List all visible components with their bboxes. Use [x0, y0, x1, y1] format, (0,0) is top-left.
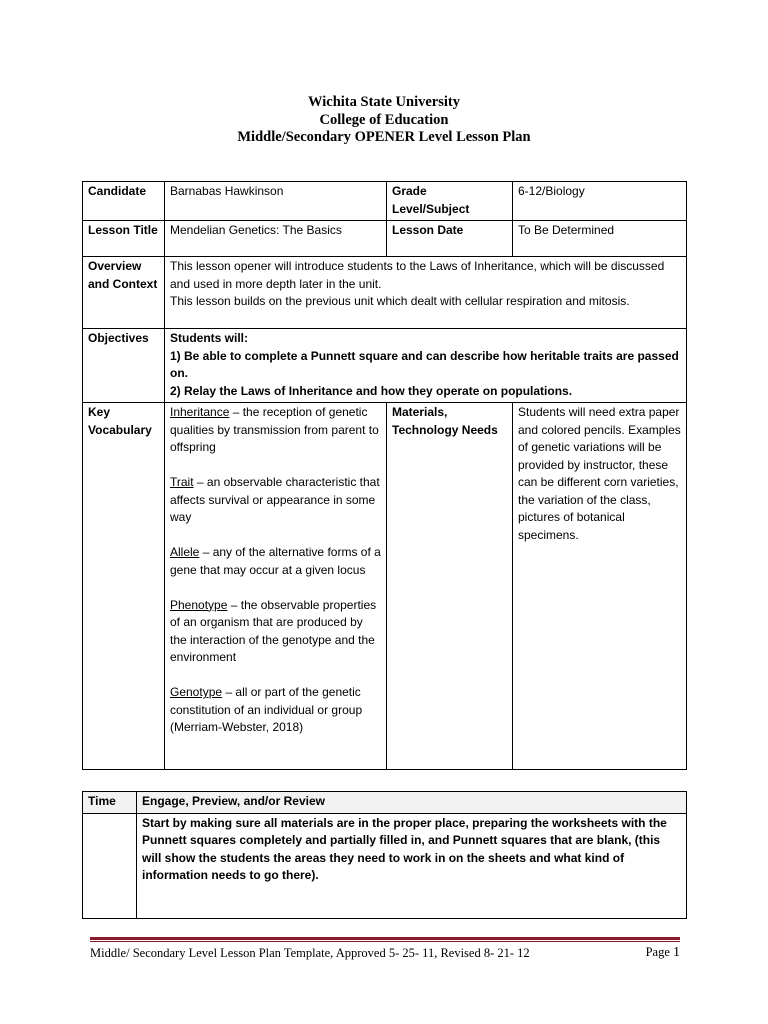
lesson-title-value: Mendelian Genetics: The Basics — [165, 221, 387, 257]
candidate-label: Candidate — [83, 182, 165, 221]
overview-cell — [165, 257, 687, 329]
engage-table — [82, 791, 687, 919]
engage-header: Engage, Preview, and/or Review — [137, 792, 687, 814]
vocab-term: Trait — [170, 475, 194, 489]
grade-label: Grade Level/Subject — [387, 182, 513, 221]
vocab-term: Phenotype — [170, 597, 228, 612]
document-header — [0, 94, 768, 147]
objective-1: 1) Be able to complete a Punnett square and can describe how heritable traits are passed on. — [170, 348, 679, 380]
vocab-entry — [170, 544, 381, 579]
plan-title: Middle/Secondary OPENER Level Lesson Plan — [237, 129, 531, 145]
vocab-term: Inheritance — [170, 405, 230, 419]
objective-2: 2) Relay the Laws of Inheritance and how they operate on populations. — [170, 383, 573, 398]
lesson-date-label: Lesson Date — [387, 221, 513, 257]
page-label: Page — [645, 945, 670, 959]
materials-label: Materials, Technology Needs — [387, 403, 513, 770]
engage-text: Start by making sure all materials are in the proper place, preparing the worksheets with the Punnett squares completely and partially filled in, and Punnett squares that are blank, (this will show the students the areas they need to work in on the sheets and what kind of information needs to go there). — [137, 813, 687, 918]
time-cell — [83, 813, 137, 918]
overview-text-2: This lesson builds on the previous unit which dealt with cellular respiration and mitosis. — [170, 294, 630, 308]
page-number-value: 1 — [673, 945, 680, 960]
university-name: Wichita State University — [308, 94, 460, 110]
vocabulary-cell — [165, 403, 387, 770]
vocabulary-label: Key Vocabulary — [83, 403, 165, 770]
lesson-title-label: Lesson Title — [83, 221, 165, 257]
objectives-cell — [165, 329, 687, 403]
footer-rule-thin — [90, 941, 680, 942]
vocab-entry — [170, 474, 381, 527]
objectives-intro: Students will: — [170, 331, 248, 345]
objectives-label: Objectives — [83, 329, 165, 403]
vocab-definition: – any of the alternative forms of a gene that may occur at a given locus — [170, 545, 381, 577]
footer-rule-thick — [90, 937, 680, 940]
vocab-definition: – an observable characteristic that affects survival or appearance in some way — [170, 475, 380, 524]
page-number — [646, 945, 680, 961]
materials-text: Students will need extra paper and colored pencils. Examples of genetic variations will be provided by instructor, these can be different corn varieties, the variation of the class, pictures of botanical specimens. — [513, 403, 687, 770]
college-name: College of Education — [319, 111, 449, 128]
time-header: Time — [83, 792, 137, 814]
vocab-term: Genotype — [170, 685, 223, 699]
lesson-plan-table — [82, 181, 687, 770]
grade-value: 6-12/Biology — [513, 182, 687, 221]
vocab-entry — [170, 684, 381, 737]
vocab-definition: – the observable properties of an organism that are produced by the interaction of the genotype and the environment — [170, 597, 377, 664]
vocab-definition: – all or part of the genetic constitution of an individual or group (Merriam-Webster, 2018) — [170, 685, 363, 734]
vocab-definition: – the reception of genetic qualities by transmission from parent to offspring — [170, 405, 379, 454]
vocab-entry — [170, 597, 381, 667]
vocab-entry — [170, 404, 381, 457]
vocab-term: Allele — [170, 545, 200, 559]
lesson-date-value: To Be Determined — [513, 221, 687, 257]
candidate-value: Barnabas Hawkinson — [165, 182, 387, 221]
footer-template-note: Middle/ Secondary Level Lesson Plan Template, Approved 5- 25- 11, Revised 8- 21- 12 — [90, 946, 530, 960]
overview-label: Overview and Context — [83, 257, 165, 329]
overview-text: This lesson opener will introduce students to the Laws of Inheritance, which will be discussed and used in more depth later in the unit. — [170, 259, 665, 291]
